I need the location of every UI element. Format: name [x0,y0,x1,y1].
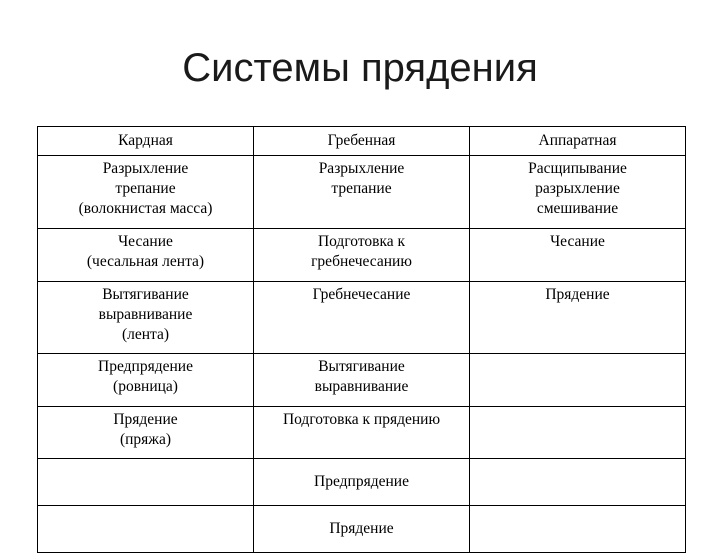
header-carded: Кардная [38,127,254,156]
table-cell: Чесание [470,229,686,282]
table-cell: Предпрядение (ровница) [38,354,254,407]
table-cell: Прядение [470,282,686,354]
table-row [38,229,686,282]
table-cell: Вытягивание выравнивание (лента) [38,282,254,354]
table-cell [470,407,686,459]
table-cell: Гребнечесание [254,282,470,354]
table-cell [38,459,254,506]
table-cell [470,459,686,506]
table-cell: Прядение [254,506,470,553]
table-row [38,407,686,459]
slide-title: Системы прядения [182,46,538,90]
table-cell: Разрыхление трепание [254,156,470,229]
table-cell: Прядение (пряжа) [38,407,254,459]
table-header-row [38,127,686,156]
table-cell: Подготовка к прядению [254,407,470,459]
table-row [38,506,686,553]
table-cell [38,506,254,553]
table-row [38,156,686,229]
spinning-systems-table [37,126,686,553]
table-cell: Подготовка к гребнечесанию [254,229,470,282]
table-cell: Вытягивание выравнивание [254,354,470,407]
table-row [38,459,686,506]
header-combed: Гребенная [254,127,470,156]
table-row [38,282,686,354]
table-row [38,354,686,407]
table-cell [470,506,686,553]
table-cell [470,354,686,407]
table-cell: Расщипывание разрыхление смешивание [470,156,686,229]
table-cell: Разрыхление трепание (волокнистая масса) [38,156,254,229]
table-cell: Предпрядение [254,459,470,506]
header-woolen: Аппаратная [470,127,686,156]
table-cell: Чесание (чесальная лента) [38,229,254,282]
